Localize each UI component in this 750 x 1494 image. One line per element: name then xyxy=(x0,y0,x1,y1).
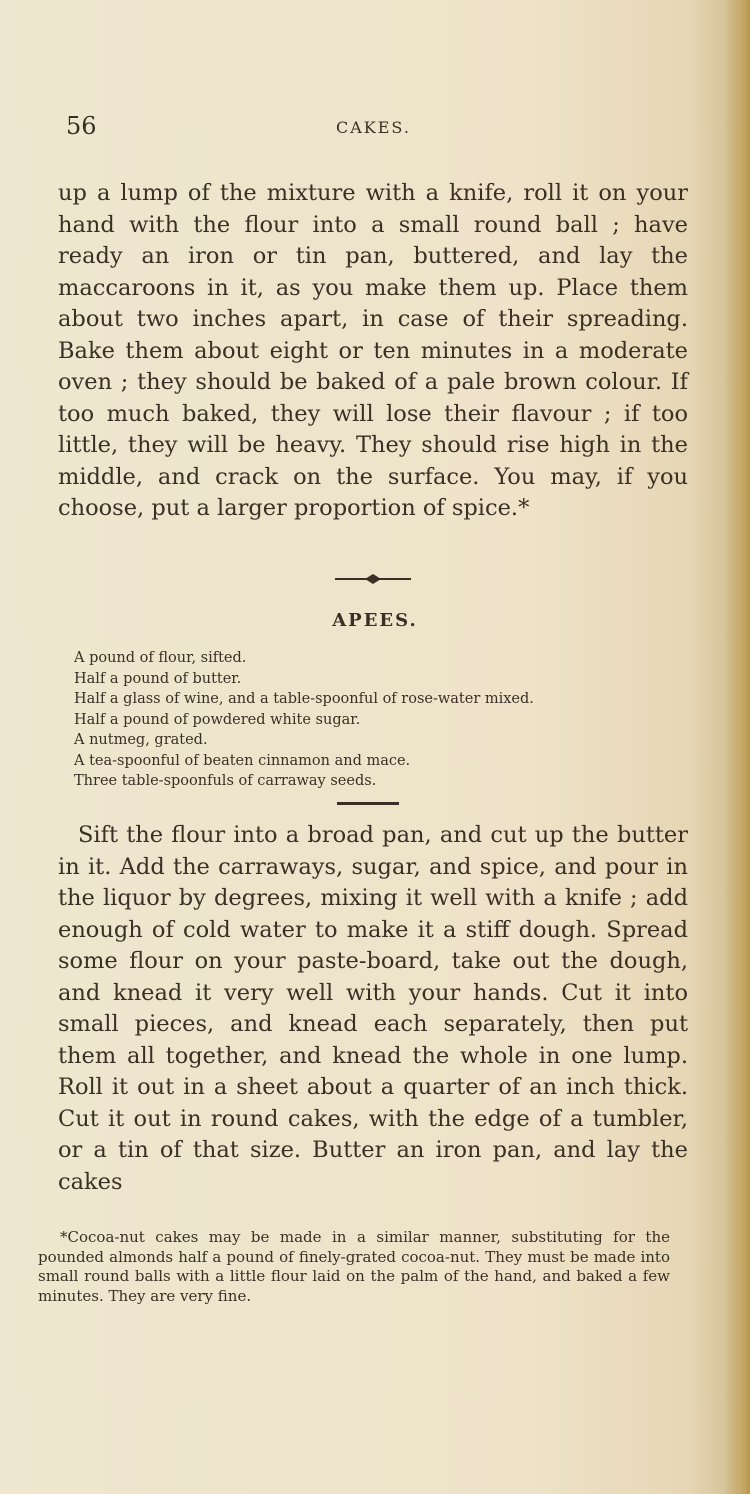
ingredient-item: A pound of flour, sifted. xyxy=(74,650,247,666)
page-number: 56 xyxy=(66,112,97,140)
section-rule xyxy=(337,802,399,805)
ingredient-list xyxy=(74,648,674,792)
page-header xyxy=(66,112,686,148)
footnote xyxy=(38,1228,670,1306)
paragraph-maccaroons-continued: up a lump of the mixture with a knife, roll it on your hand with the flour into a small round ball ; have ready an iron or tin pan, buttered, and lay the maccaroons in it, as you make them up. Place them about two inches apart, in case of their spreading. Bake them about eight or ten minutes in a moderate oven ; they should be baked of a pale brown colour. If too much baked, they will lose their flavour ; if too little, they will be heavy. They should rise high in the middle, and crack on the surface. You may, if you choose, put a larger proportion of spice.* xyxy=(58,180,688,521)
ornament-divider xyxy=(335,572,411,586)
page-spine-shadow xyxy=(724,0,750,1494)
ingredient-item: A tea-spoonful of beaten cinnamon and mace. xyxy=(74,752,411,769)
footnote-text: *Cocoa-nut cakes may be made in a similar manner, substituting for the pounded almonds half a pound of finely-grated cocoa-nut. They must be made into small round balls with a little flour laid on the palm of the hand, and baked a few minutes. They are very fine. xyxy=(38,1228,670,1305)
ingredient-item: Half a pound of powdered white sugar. xyxy=(74,711,361,728)
ingredient-item: Half a glass of wine, and a table-spoonful of rose-water mixed. xyxy=(74,691,534,707)
ingredient-item: Three table-spoonfuls of carraway seeds. xyxy=(74,773,377,789)
running-head: CAKES. xyxy=(336,118,411,137)
paragraph-apees-method: Sift the flour into a broad pan, and cut up the butter in it. Add the carraways, sugar, and spice, and pour in the liquor by degrees, mixing it well with a knife ; add enough of cold water to make it a stiff dough. Spread some flour on your paste-board, take out the dough, and knead it very well with your hands. Cut it into small pieces, and knead each separately, then put them all together, and knead the whole in one lump. Roll it out in a sheet about a quarter of an inch thick. Cut it out in round cakes, with the edge of a tumbler, or a tin of that size. Butter an iron pan, and lay the cakes xyxy=(58,822,688,1195)
ingredient-item: A nutmeg, grated. xyxy=(74,732,208,748)
section-title: APEES. xyxy=(332,610,418,631)
ingredient-item: Half a pound of butter. xyxy=(74,670,242,687)
